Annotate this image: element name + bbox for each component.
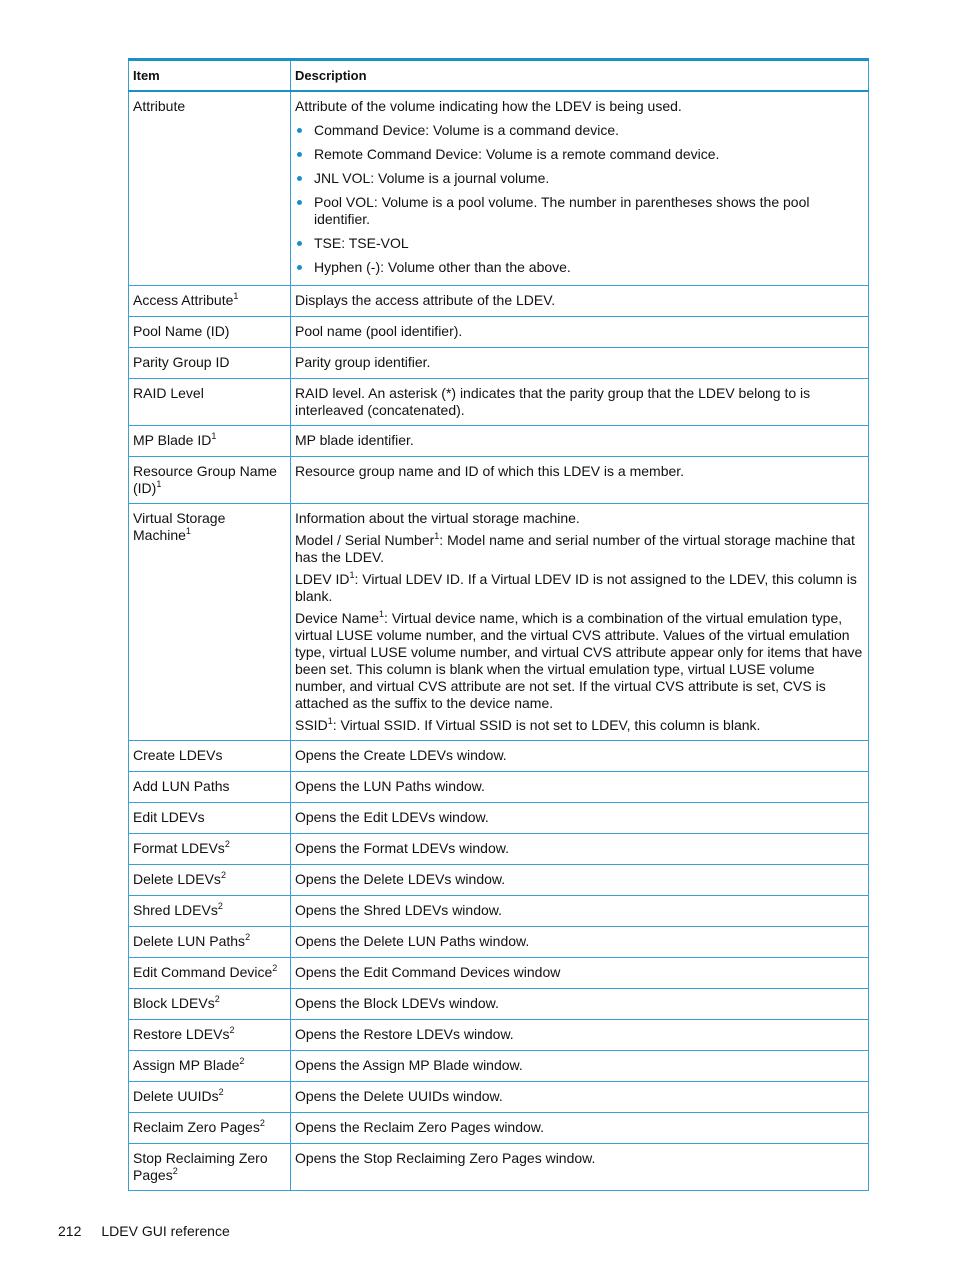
footnote-ref: 2 — [220, 870, 226, 880]
item-cell: Virtual Storage Machine$^1$ — [129, 504, 291, 741]
bullet-dot-icon — [297, 152, 302, 157]
description-cell: Opens the Format LDEVs window. — [291, 834, 869, 865]
item-cell: Delete UUIDs$^2$ — [129, 1082, 291, 1113]
table-row-mp-blade — [129, 426, 869, 457]
footnote-ref: 2 — [245, 932, 251, 942]
description-cell: Opens the Reclaim Zero Pages window. — [291, 1113, 869, 1144]
item-cell: RAID Level — [129, 379, 291, 426]
table-header-row — [129, 60, 869, 92]
table-row-access-attribute — [129, 286, 869, 317]
item-cell: Delete LUN Paths$^2$ — [129, 927, 291, 958]
description-column-header: Description — [291, 60, 869, 92]
table-row — [129, 958, 869, 989]
table-row — [129, 1144, 869, 1191]
footnote-ref: 2 — [229, 1025, 235, 1035]
description-cell: Opens the Edit Command Devices window — [291, 958, 869, 989]
item-cell: MP Blade $ID^1$ — [129, 426, 291, 457]
description-cell — [291, 91, 869, 286]
description-cell — [291, 504, 869, 741]
table-row-parity-group — [129, 348, 869, 379]
bullet-dot-icon — [297, 265, 302, 270]
description-cell: Opens the Delete LDEVs window. — [291, 865, 869, 896]
description-cell: Opens the Block LDEVs window. — [291, 989, 869, 1020]
table-row — [129, 1113, 869, 1144]
item-cell: Assign MP Blade$^2$ — [129, 1051, 291, 1082]
table-row — [129, 803, 869, 834]
footnote-ref: 2 — [272, 963, 278, 973]
table-row — [129, 896, 869, 927]
table-row — [129, 741, 869, 772]
item-cell: Shred LDEVs$^2$ — [129, 896, 291, 927]
description-cell: Opens the Create LDEVs window. — [291, 741, 869, 772]
description-cell: Opens the Delete LUN Paths window. — [291, 927, 869, 958]
description-cell: Opens the LUN Paths window. — [291, 772, 869, 803]
footnote-ref: 2 — [218, 1087, 224, 1097]
footnote-ref: 1 — [349, 570, 355, 580]
footnote-ref: 2 — [217, 901, 223, 911]
description-cell: Opens the Delete UUIDs window. — [291, 1082, 869, 1113]
footnote-ref: 2 — [172, 1166, 178, 1176]
item-cell: Edit Command Device$^2$ — [129, 958, 291, 989]
page-footer — [58, 1223, 230, 1239]
footnote-ref: 1 — [434, 531, 440, 541]
bullet-dot-icon — [297, 176, 302, 181]
description-cell: Opens the Stop Reclaiming Zero Pages window. — [291, 1144, 869, 1191]
attribute-bullet-list — [295, 122, 863, 276]
bullet-dot-icon — [297, 200, 302, 205]
ldev-gui-reference-table — [128, 58, 869, 1191]
vsm-model-paragraph: Model / Serial Number$^1$: Model name and serial number of the virtual storage machine that has the LDEV. — [295, 531, 855, 565]
item-cell: Access Attribute$^1$ — [129, 286, 291, 317]
bullet-item: JNL VOL: Volume is a journal volume. — [295, 170, 863, 187]
table-row-virtual-storage — [129, 504, 869, 741]
item-cell: Attribute — [129, 91, 291, 286]
item-cell: Format LDEVs$^2$ — [129, 834, 291, 865]
table-row — [129, 1020, 869, 1051]
vsm-device-paragraph: Device Name$^1$: Virtual device name, which is a combination of the virtual emulation type, virtual LUSE volume number, and the virtual CVS attribute. Values of the virtual emulation type, virtual LUSE volume number, and virtual CVS attribute appear only for items that have been set. This column is blank when the virtual emulation type, virtual LUSE volume number, and virtual CVS attribute are not set. If the virtual CVS attribute is set, CVS is attached as the suffix to the device name. — [295, 609, 863, 711]
vsm-ldev-paragraph: LDEV $ID^1$: Virtual LDEV ID. If a Virtual LDEV ID is not assigned to the LDEV, this column is blank. — [295, 570, 857, 604]
table-row — [129, 1051, 869, 1082]
item-cell: Pool Name (ID) — [129, 317, 291, 348]
description-cell: Opens the Edit LDEVs window. — [291, 803, 869, 834]
item-cell: Resource Group Name (ID)$^1$ — [129, 457, 291, 504]
item-column-header: Item — [129, 60, 291, 92]
bullet-item: Remote Command Device: Volume is a remote command device. — [295, 146, 863, 163]
item-cell: Edit LDEVs — [129, 803, 291, 834]
item-cell: Stop Reclaiming Zero Pages$^2$ — [129, 1144, 291, 1191]
bullet-item: Command Device: Volume is a command device. — [295, 122, 863, 139]
table-row — [129, 927, 869, 958]
footnote-ref: 2 — [239, 1056, 245, 1066]
table-row — [129, 772, 869, 803]
footnote-ref: 1 — [327, 716, 333, 726]
item-cell: Create LDEVs — [129, 741, 291, 772]
item-cell: Reclaim Zero Pages$^2$ — [129, 1113, 291, 1144]
bullet-item: TSE: TSE-VOL — [295, 235, 863, 252]
bullet-item: Hyphen (-): Volume other than the above. — [295, 259, 863, 276]
item-cell: Restore LDEVs$^2$ — [129, 1020, 291, 1051]
page-number: 212 — [58, 1223, 82, 1239]
footnote-ref: 2 — [224, 839, 230, 849]
item-cell: Block LDEVs$^2$ — [129, 989, 291, 1020]
table-row — [129, 865, 869, 896]
table-row — [129, 1082, 869, 1113]
table-row-raid-level — [129, 379, 869, 426]
bullet-dot-icon — [297, 241, 302, 246]
description-cell: Pool name (pool identifier). — [291, 317, 869, 348]
section-title: LDEV GUI reference — [101, 1223, 230, 1239]
bullet-item: Pool VOL: Volume is a pool volume. The number in parentheses shows the pool identifier. — [295, 194, 863, 228]
footnote-ref: 1 — [211, 431, 217, 441]
description-cell: RAID level. An asterisk (*) indicates that the parity group that the LDEV belong to is interleaved (concatenated). — [291, 379, 869, 426]
vsm-intro: Information about the virtual storage machine. — [295, 510, 580, 526]
item-cell: Add LUN Paths — [129, 772, 291, 803]
table-row — [129, 989, 869, 1020]
description-cell: Resource group name and ID of which this LDEV is a member. — [291, 457, 869, 504]
footnote-ref: 2 — [259, 1118, 265, 1128]
footnote-ref: 2 — [214, 994, 220, 1004]
footnote-ref: 1 — [156, 479, 162, 489]
footnote-ref: 1 — [233, 291, 239, 301]
attribute-intro: Attribute of the volume indicating how the LDEV is being used. — [295, 98, 682, 114]
description-cell: Opens the Assign MP Blade window. — [291, 1051, 869, 1082]
footnote-ref: 1 — [185, 526, 191, 536]
description-cell: Opens the Restore LDEVs window. — [291, 1020, 869, 1051]
footnote-ref: 1 — [379, 609, 385, 619]
item-cell: Delete LDEVs$^2$ — [129, 865, 291, 896]
table-row — [129, 834, 869, 865]
table-row-resource-group — [129, 457, 869, 504]
bullet-dot-icon — [297, 128, 302, 133]
description-cell: MP blade identifier. — [291, 426, 869, 457]
description-cell: Parity group identifier. — [291, 348, 869, 379]
item-cell: Parity Group ID — [129, 348, 291, 379]
vsm-ssid-paragraph: SSID$^1$: Virtual SSID. If Virtual SSID is not set to LDEV, this column is blank. — [295, 716, 761, 733]
description-cell: Opens the Shred LDEVs window. — [291, 896, 869, 927]
description-cell: Displays the access attribute of the LDEV. — [291, 286, 869, 317]
table-row-attribute — [129, 91, 869, 286]
table-row-pool-name — [129, 317, 869, 348]
